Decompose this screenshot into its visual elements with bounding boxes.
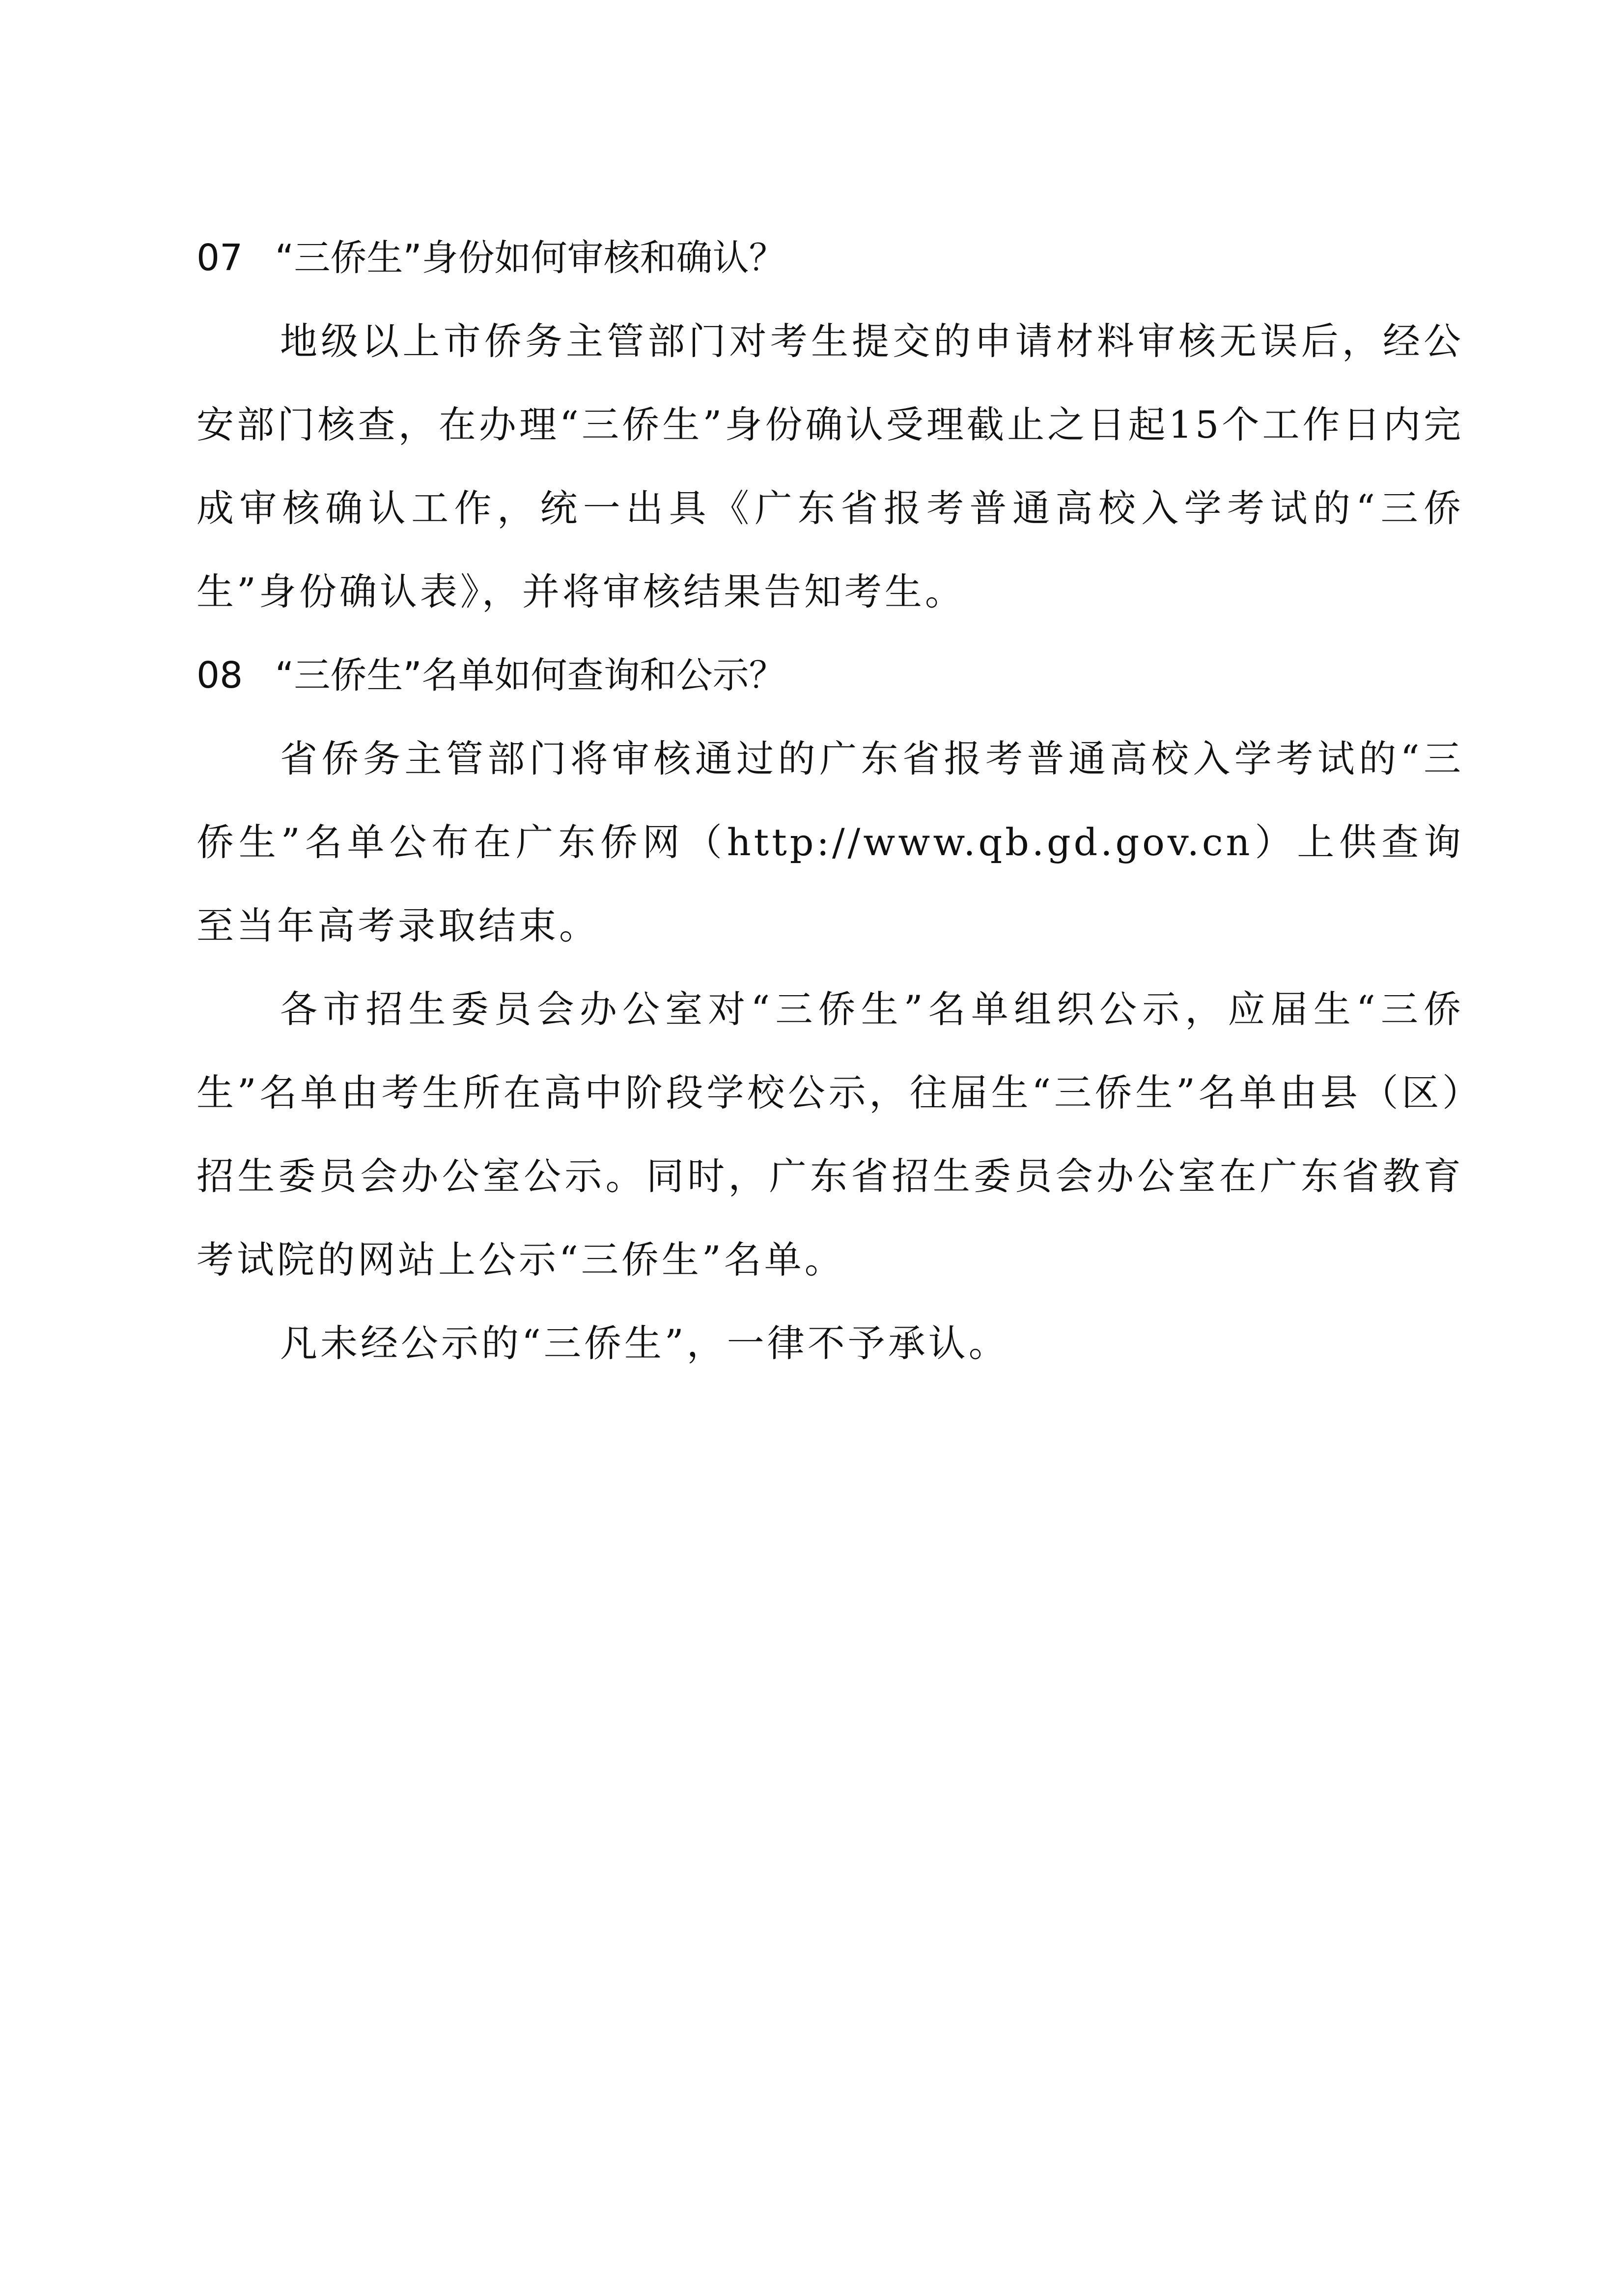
paragraph: 地级以上市侨务主管部门对考生提交的申请材料审核无误后，经公安部门核查，在办理“三侨生”身份确认受理截止之日起15个工作日内完成审核确认工作，统一出具《广东省报考普通高校入学考试的“三侨生”身份确认表》，并将审核结果告知考生。	[196, 319, 1464, 613]
section-number: 07	[196, 237, 243, 279]
paragraph: 省侨务主管部门将审核通过的广东省报考普通高校入学考试的“三侨生”名单公布在广东侨网（http://www.qb.gd.gov.cn）上供查询至当年高考录取结束。	[196, 737, 1464, 948]
section-number: 08	[196, 654, 243, 697]
paragraph: 各市招生委员会办公室对“三侨生”名单组织公示，应届生“三侨生”名单由考生所在高中阶段学校公示，往届生“三侨生”名单由县（区）招生委员会办公室公示。同时，广东省招生委员会办公室在广东省教育考试院的网站上公示“三侨生”名单。	[196, 987, 1464, 1282]
section-heading-08	[196, 634, 1464, 717]
section-heading-text: “三侨生”名单如何查询和公示？	[275, 654, 785, 697]
section-heading-07	[196, 216, 1464, 300]
paragraph: 凡未经公示的“三侨生”，一律不予承认。	[280, 1321, 1009, 1365]
section-heading-text: “三侨生”身份如何审核和确认？	[275, 237, 785, 279]
document-body	[196, 216, 1464, 1385]
